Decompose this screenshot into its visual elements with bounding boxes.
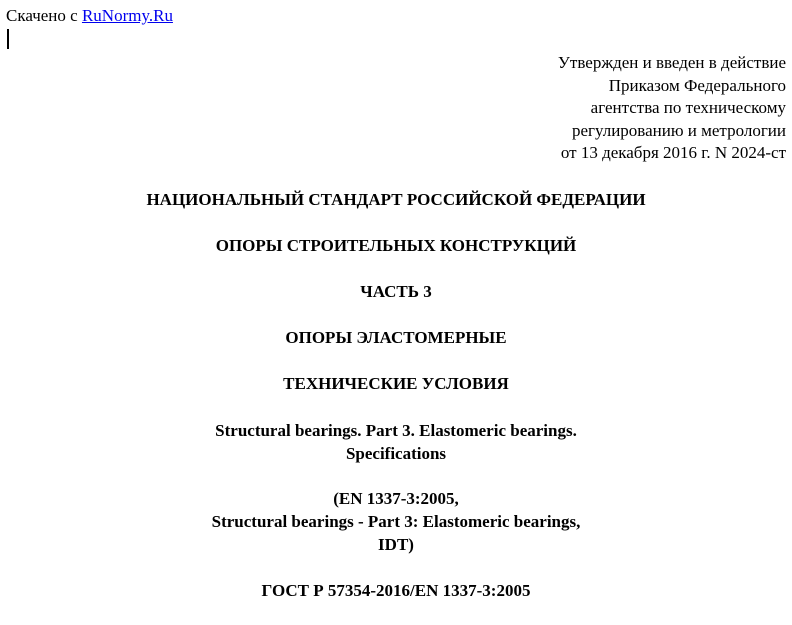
subtitle-heading: ОПОРЫ ЭЛАСТОМЕРНЫЕ (285, 328, 507, 347)
english-title-line: Structural bearings. Part 3. Elastomeric bearings. (215, 421, 577, 440)
source-link[interactable]: RuNormy.Ru (81, 6, 173, 25)
approval-line: регулированию и метрологии (571, 120, 786, 140)
approval-line: агентства по техническому (590, 98, 786, 117)
en-reference-line: IDT) (378, 535, 414, 554)
source-prefix: Скачено с (6, 6, 78, 25)
document-title: ОПОРЫ СТРОИТЕЛЬНЫХ КОНСТРУКЦИЙ (215, 236, 577, 255)
approval-block (366, 52, 786, 165)
national-standard-heading: НАЦИОНАЛЬНЫЙ СТАНДАРТ РОССИЙСКОЙ ФЕДЕРАЦИИ (146, 190, 646, 209)
approval-line: Утвержден и введен в действие (557, 53, 786, 72)
english-title-line: Specifications (345, 444, 447, 463)
english-title-block (0, 419, 792, 465)
en-reference-line: Structural bearings - Part 3: Elastomeric bearings, (211, 512, 581, 531)
approval-line: от 13 декабря 2016 г. N 2024-ст (560, 143, 786, 162)
approval-line: Приказом Федерального (608, 75, 786, 95)
gost-number: ГОСТ Р 57354-2016/EN 1337-3:2005 (261, 581, 531, 600)
en-reference-block (0, 487, 792, 556)
part-heading: ЧАСТЬ 3 (360, 282, 432, 301)
en-reference-line: (EN 1337-3:2005, (333, 489, 459, 508)
spec-heading: ТЕХНИЧЕСКИЕ УСЛОВИЯ (283, 374, 509, 393)
source-line (6, 6, 173, 26)
text-cursor (7, 29, 9, 49)
